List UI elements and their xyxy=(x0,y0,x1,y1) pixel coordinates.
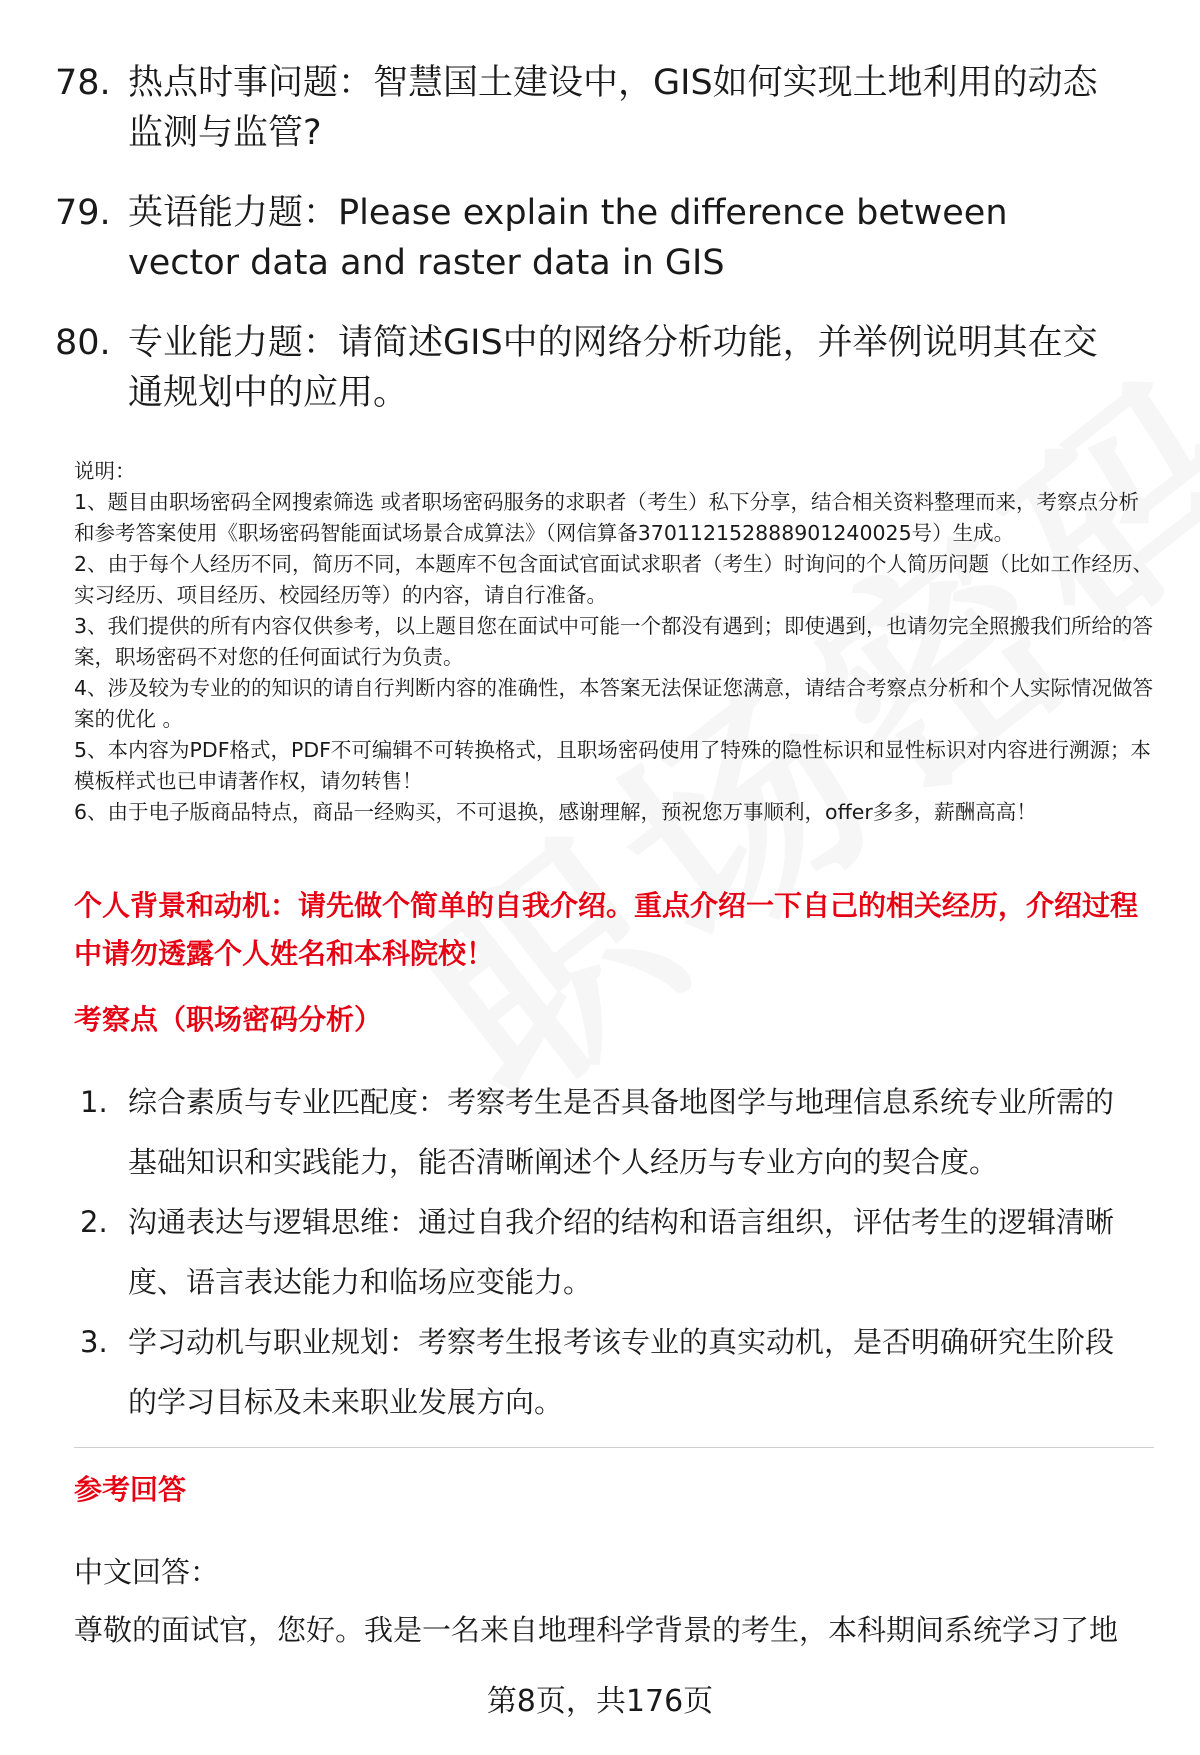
question-text: 热点时事问题：智慧国土建设中，GIS如何实现土地利用的动态监测与监管? xyxy=(128,63,1098,153)
focus-points xyxy=(80,1072,1160,1432)
focus-point xyxy=(80,1072,1160,1192)
chinese-answer-label: 中文回答： xyxy=(74,1555,220,1589)
question-item xyxy=(55,188,1145,288)
reference-title: 参考回答 xyxy=(74,1473,187,1506)
focus-title: 考察点（职场密码分析） xyxy=(74,1003,383,1036)
focus-point xyxy=(80,1312,1160,1432)
question-number: 78. xyxy=(55,63,111,103)
question-list xyxy=(55,58,1145,448)
note-item: 5、本内容为PDF格式，PDF不可编辑不可转换格式，且职场密码使用了特殊的隐性标识和显性标识对内容进行溯源；本模板样式也已申请著作权，请勿转售！ xyxy=(74,738,1151,793)
point-text: 综合素质与专业匹配度：考察考生是否具备地图学与地理信息系统专业所需的基础知识和实践能力，能否清晰阐述个人经历与专业方向的契合度。 xyxy=(128,1085,1115,1179)
point-text: 沟通表达与逻辑思维：通过自我介绍的结构和语言组织，评估考生的逻辑清晰度、语言表达能力和临场应变能力。 xyxy=(128,1205,1115,1299)
point-number: 2. xyxy=(80,1205,108,1239)
section-divider xyxy=(74,1447,1154,1448)
notes-block xyxy=(74,456,1154,828)
note-item: 4、涉及较为专业的的知识的请自行判断内容的准确性，本答案无法保证您满意，请结合考察点分析和个人实际情况做答案的优化 。 xyxy=(74,676,1154,731)
question-item xyxy=(55,58,1145,158)
note-item: 2、由于每个人经历不同，简历不同，本题库不包含面试官面试求职者（考生）时询问的个人简历问题（比如工作经历、实习经历、项目经历、校园经历等）的内容，请自行准备。 xyxy=(74,552,1154,607)
point-number: 1. xyxy=(80,1085,108,1119)
background-question: 个人背景和动机：请先做个简单的自我介绍。重点介绍一下自己的相关经历，介绍过程中请勿透露个人姓名和本科院校！ xyxy=(74,889,1139,970)
note-item: 3、我们提供的所有内容仅供参考，以上题目您在面试中可能一个都没有遇到；即使遇到，也请勿完全照搬我们所给的答案，职场密码不对您的任何面试行为负责。 xyxy=(74,614,1154,669)
question-item xyxy=(55,318,1145,418)
point-text: 学习动机与职业规划：考察考生报考该专业的真实动机，是否明确研究生阶段的学习目标及未来职业发展方向。 xyxy=(128,1325,1115,1419)
page-footer: 第8页，共176页 xyxy=(486,1684,714,1719)
answer-text: 尊敬的面试官，您好。我是一名来自地理科学背景的考生，本科期间系统学习了地 xyxy=(74,1613,1119,1647)
note-item: 6、由于电子版商品特点，商品一经购买，不可退换，感谢理解，预祝您万事顺利，offer多多，薪酬高高！ xyxy=(74,800,1037,824)
question-number: 79. xyxy=(55,193,111,233)
question-text: 专业能力题：请简述GIS中的网络分析功能，并举例说明其在交通规划中的应用。 xyxy=(128,323,1098,413)
point-number: 3. xyxy=(80,1325,108,1359)
question-number: 80. xyxy=(55,323,111,363)
question-text: 英语能力题：Please explain the difference between vector data and raster data in GIS xyxy=(128,193,1008,283)
focus-point xyxy=(80,1192,1160,1312)
notes-title: 说明： xyxy=(74,459,136,483)
note-item: 1、题目由职场密码全网搜索筛选 或者职场密码服务的求职者（考生）私下分享，结合相关资料整理而来，考察点分析和参考答案使用《职场密码智能面试场景合成算法》（网信算备370112152888901240025号）生成。 xyxy=(74,490,1140,545)
